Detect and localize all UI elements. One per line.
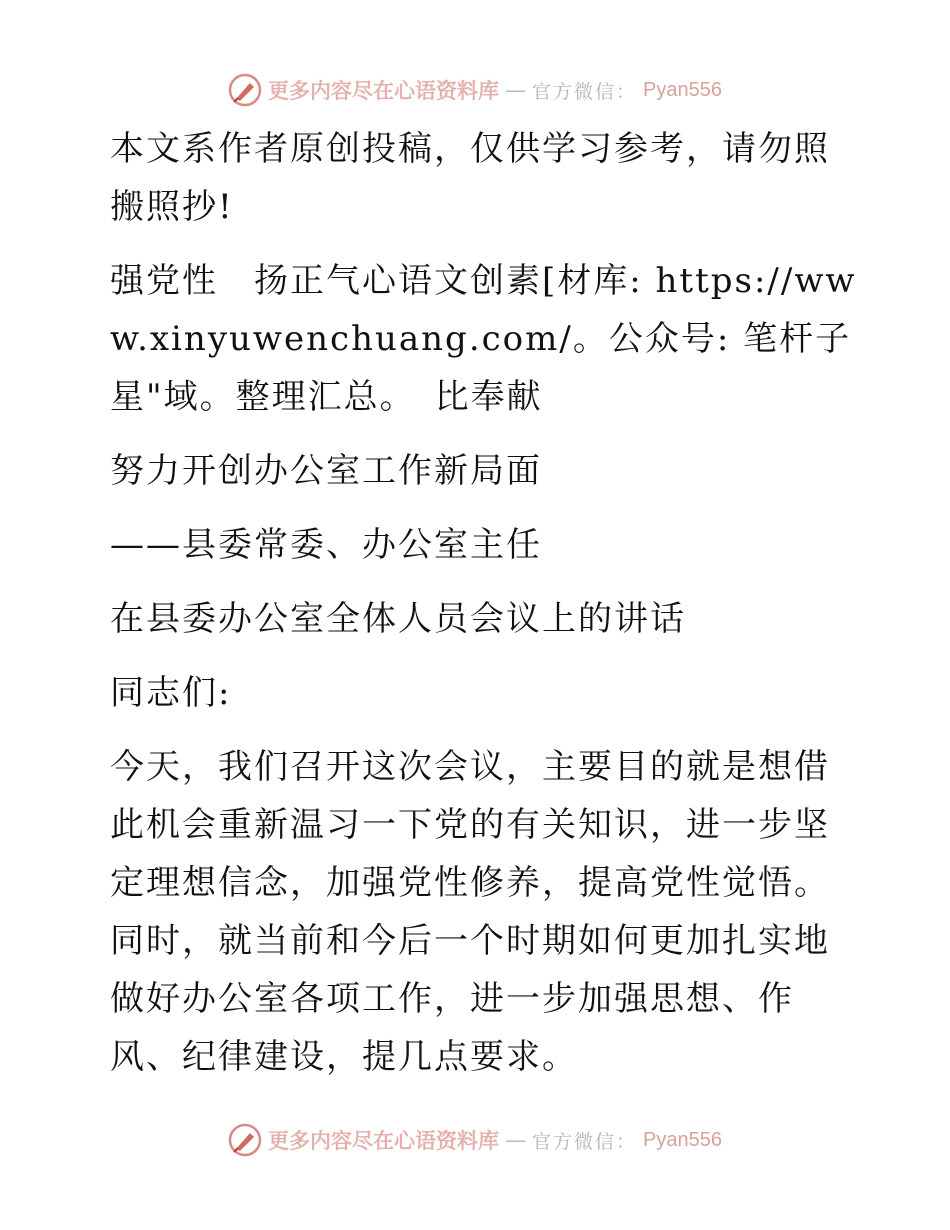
speech-subtitle: ——县委常委、办公室主任	[110, 525, 542, 565]
speech-occasion: 在县委办公室全体人员会议上的讲话	[110, 599, 686, 639]
document-body	[98, 120, 858, 1086]
salutation: 同志们:	[110, 673, 232, 713]
footer-watermark	[0, 1120, 950, 1160]
watermark-text: 更多内容尽在心语资料库	[268, 1128, 499, 1153]
watermark-dash: —	[505, 78, 526, 102]
watermark-id: Pyan556	[643, 1128, 722, 1151]
watermark-sub: 官方微信：	[532, 1130, 638, 1153]
watermark-dash: —	[505, 1128, 526, 1152]
speech-title: 努力开创办公室工作新局面	[110, 451, 542, 491]
header-watermark	[0, 70, 950, 110]
source-line: 强党性 扬正气心语文创素[材库: https://www.xinyuwenchuang.com/。公众号: 笔杆子星"域。整理汇总。 比奉献	[110, 261, 857, 417]
watermark-id: Pyan556	[643, 78, 722, 101]
watermark-text: 更多内容尽在心语资料库	[268, 78, 499, 103]
notice-text: 本文系作者原创投稿，仅供学习参考，请勿照搬照抄!	[110, 129, 830, 227]
pen-logo-icon	[228, 73, 262, 107]
watermark-sub: 官方微信：	[532, 80, 638, 103]
pen-logo-icon	[228, 1123, 262, 1157]
body-paragraph: 今天，我们召开这次会议，主要目的就是想借此机会重新温习一下党的有关知识，进一步坚定理想信念，加强党性修养，提高党性觉悟。同时，就当前和今后一个时期如何更加扎实地做好办公室各项工作，进一步加强思想、作风、纪律建设，提几点要求。	[110, 747, 830, 1077]
